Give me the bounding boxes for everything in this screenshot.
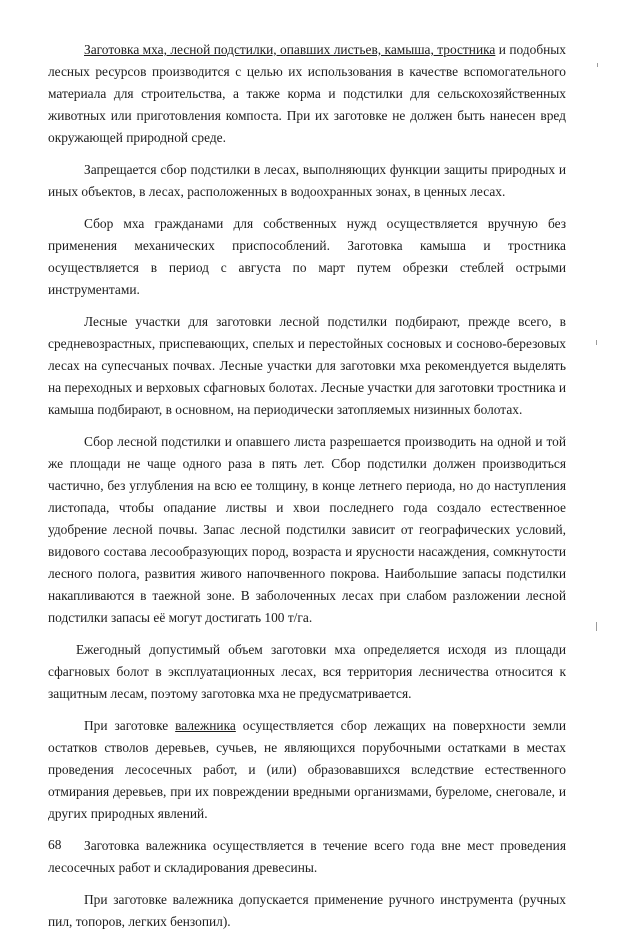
- paragraph-3: [48, 213, 566, 301]
- body-text: [48, 39, 566, 943]
- text-run: При заготовке валежника допускается применение ручного инструмента (ручных пил, топоров, легких бензопил).: [48, 892, 566, 929]
- underlined-term: Заготовка мха, лесной подстилки, опавших листьев, камыша, тростника: [84, 42, 496, 57]
- paragraph-2: [48, 159, 566, 203]
- paragraph-7: [48, 715, 566, 825]
- paragraph-5: [48, 431, 566, 629]
- text-run: осуществляется сбор лежащих на поверхности земли остатков стволов деревьев, сучьев, не являющихся порубочными остатками в местах проведения лесосечных работ, и (или) образовавшихся вследствие естественного отмирания деревьев, при их повреждении вредными организмами, буреломе, снеговале, и других природных явлений.: [48, 718, 566, 821]
- scan-mark: [596, 622, 597, 631]
- text-run: Заготовка валежника осуществляется в течение всего года вне мест проведения лесосечных работ и складирования древесины.: [48, 838, 566, 875]
- paragraph-6: [48, 639, 566, 705]
- scan-mark: [596, 340, 597, 345]
- paragraph-8: [48, 835, 566, 879]
- text-run: Ежегодный допустимый объем заготовки мха определяется исходя из площади сфагновых болот в эксплуатационных лесах, вся территория лесничества относится к защитным лесам, поэтому заготовка мха не предусматривается.: [48, 642, 566, 701]
- text-run: и подобных лесных ресурсов производится с целью их использования в качестве вспомогательного материала для строительства, а также корма и подстилки для сельскохозяйственных животных или приготовления компоста. При их заготовке не должен быть нанесен вред окружающей природной среде.: [48, 42, 566, 145]
- text-run: Запрещается сбор подстилки в лесах, выполняющих функции защиты природных и иных объектов, в лесах, расположенных в водоохранных зонах, в ценных лесах.: [48, 162, 566, 199]
- text-run: Сбор мха гражданами для собственных нужд осуществляется вручную без применения механических приспособлений. Заготовка камыша и тростника осуществляется в период с августа по март путем обрезки стеблей острыми инструментами.: [48, 216, 566, 297]
- scan-mark: [597, 63, 598, 67]
- paragraph-9: [48, 889, 566, 933]
- underlined-term: валежника: [175, 718, 236, 733]
- text-run: При заготовке: [84, 718, 176, 733]
- paragraph-1: [48, 39, 566, 149]
- paragraph-4: [48, 311, 566, 421]
- text-run: Сбор лесной подстилки и опавшего листа разрешается производить на одной и той же площади не чаще одного раза в пять лет. Сбор подстилки должен производиться частично, без углубления на всю ее толщину, в конце летнего периода, но до наступления листопада, чтобы опадание листвы и хвои последнего года создало естественное удобрение лесной почвы. Запас лесной подстилки зависит от географических условий, видового состава лесообразующих пород, возраста и ярусности насаждения, сомкнутости лесного полога, развития живого напочвенного покрова. Наибольшие запасы подстилки накапливаются в таежной зоне. В заболоченных лесах при слабом разложении лесной подстилки запасы её могут достигать 100 т/га.: [48, 434, 566, 625]
- page-number: 68: [48, 837, 62, 852]
- text-run: Лесные участки для заготовки лесной подстилки подбирают, прежде всего, в средневозрастных, приспевающих, спелых и перестойных сосновых и сосново-березовых лесах на супесчаных почвах. Лесные участки для заготовки мха рекомендуется выделять на переходных и верховых сфагновых болотах. Лесные участки для заготовки тростника и камыша подбирают, в основном, на периодически затопляемых низинных болотах.: [48, 314, 566, 417]
